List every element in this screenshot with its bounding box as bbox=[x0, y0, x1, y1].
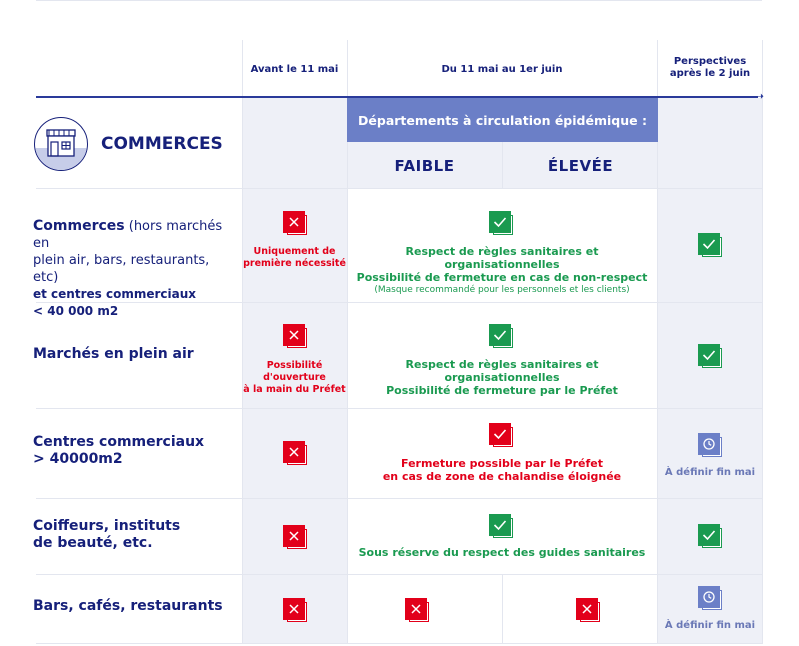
row-label-marches: Marchés en plein air bbox=[33, 346, 194, 362]
check-icon bbox=[698, 524, 720, 546]
check-icon bbox=[489, 211, 511, 233]
clock-icon bbox=[698, 433, 720, 455]
cross-icon bbox=[405, 598, 427, 620]
header-before: Avant le 11 mai bbox=[250, 64, 339, 75]
vline-mid-bars bbox=[502, 574, 503, 644]
category-title: COMMERCES bbox=[101, 134, 223, 154]
label-bold: Commerces bbox=[33, 218, 125, 234]
row-label-coiffeurs: Coiffeurs, instituts de beauté, etc. bbox=[33, 518, 181, 551]
during-note: Respect de règles sanitaires et organisationnelles Possibilité de fermeture par le Préfet bbox=[386, 358, 618, 397]
check-icon bbox=[489, 514, 511, 536]
row-divider-4 bbox=[36, 574, 762, 575]
after-column-bg bbox=[658, 98, 762, 644]
cross-icon bbox=[283, 441, 305, 463]
subheader-low: FAIBLE bbox=[394, 156, 455, 175]
before-note: Uniquement de première nécessité bbox=[243, 246, 346, 269]
label-bold-3: < 40 000 m2 bbox=[33, 304, 119, 318]
vline-4 bbox=[762, 40, 763, 644]
row-label-centres: Centres commerciaux > 40000m2 bbox=[33, 434, 205, 467]
row-divider-0 bbox=[36, 188, 762, 189]
epidemic-banner: Départements à circulation épidémique : bbox=[347, 98, 658, 142]
row-divider-2 bbox=[36, 408, 762, 409]
top-divider bbox=[36, 0, 762, 1]
shop-icon bbox=[34, 117, 88, 171]
header-after-line1: Perspectives bbox=[673, 56, 747, 67]
row-label-commerces bbox=[33, 218, 238, 320]
cross-icon bbox=[283, 525, 305, 547]
cross-check-icon bbox=[489, 423, 511, 445]
check-icon bbox=[698, 233, 720, 255]
check-icon bbox=[489, 324, 511, 346]
subheader-high: ÉLEVÉE bbox=[547, 156, 614, 175]
header-after-line2: après le 2 juin bbox=[669, 68, 751, 79]
check-icon bbox=[698, 344, 720, 366]
cross-icon bbox=[283, 598, 305, 620]
cross-icon bbox=[283, 324, 305, 346]
timeline-arrow-icon: ➝ bbox=[754, 89, 765, 103]
after-note: À définir fin mai bbox=[664, 620, 756, 631]
row-divider-5 bbox=[36, 643, 762, 644]
label-bold-2: et centres commerciaux bbox=[33, 287, 196, 301]
vline-1 bbox=[242, 40, 243, 644]
clock-icon bbox=[698, 586, 720, 608]
during-note-small: (Masque recommandé pour les personnels et les clients) bbox=[374, 285, 630, 295]
during-note: Respect de règles sanitaires et organisationnelles Possibilité de fermeture en cas de non-respect (Masque recommandé pour les personnels et les clients) bbox=[347, 245, 657, 296]
label-light: (hors marchés en bbox=[33, 219, 223, 251]
cross-icon bbox=[283, 211, 305, 233]
during-note: Sous réserve du respect des guides sanitaires bbox=[358, 546, 646, 559]
label-light-2: plein air, bars, restaurants, etc) bbox=[33, 253, 210, 285]
before-note: Possibilité d'ouverture à la main du Préfet bbox=[243, 360, 346, 395]
row-divider-3 bbox=[36, 498, 762, 499]
header-after bbox=[658, 56, 762, 80]
cross-icon bbox=[576, 598, 598, 620]
during-note: Fermeture possible par le Préfet en cas de zone de chalandise éloignée bbox=[382, 457, 622, 483]
after-note: À définir fin mai bbox=[664, 467, 756, 478]
header-during: Du 11 mai au 1er juin bbox=[441, 64, 563, 75]
row-label-bars: Bars, cafés, restaurants bbox=[33, 598, 223, 614]
